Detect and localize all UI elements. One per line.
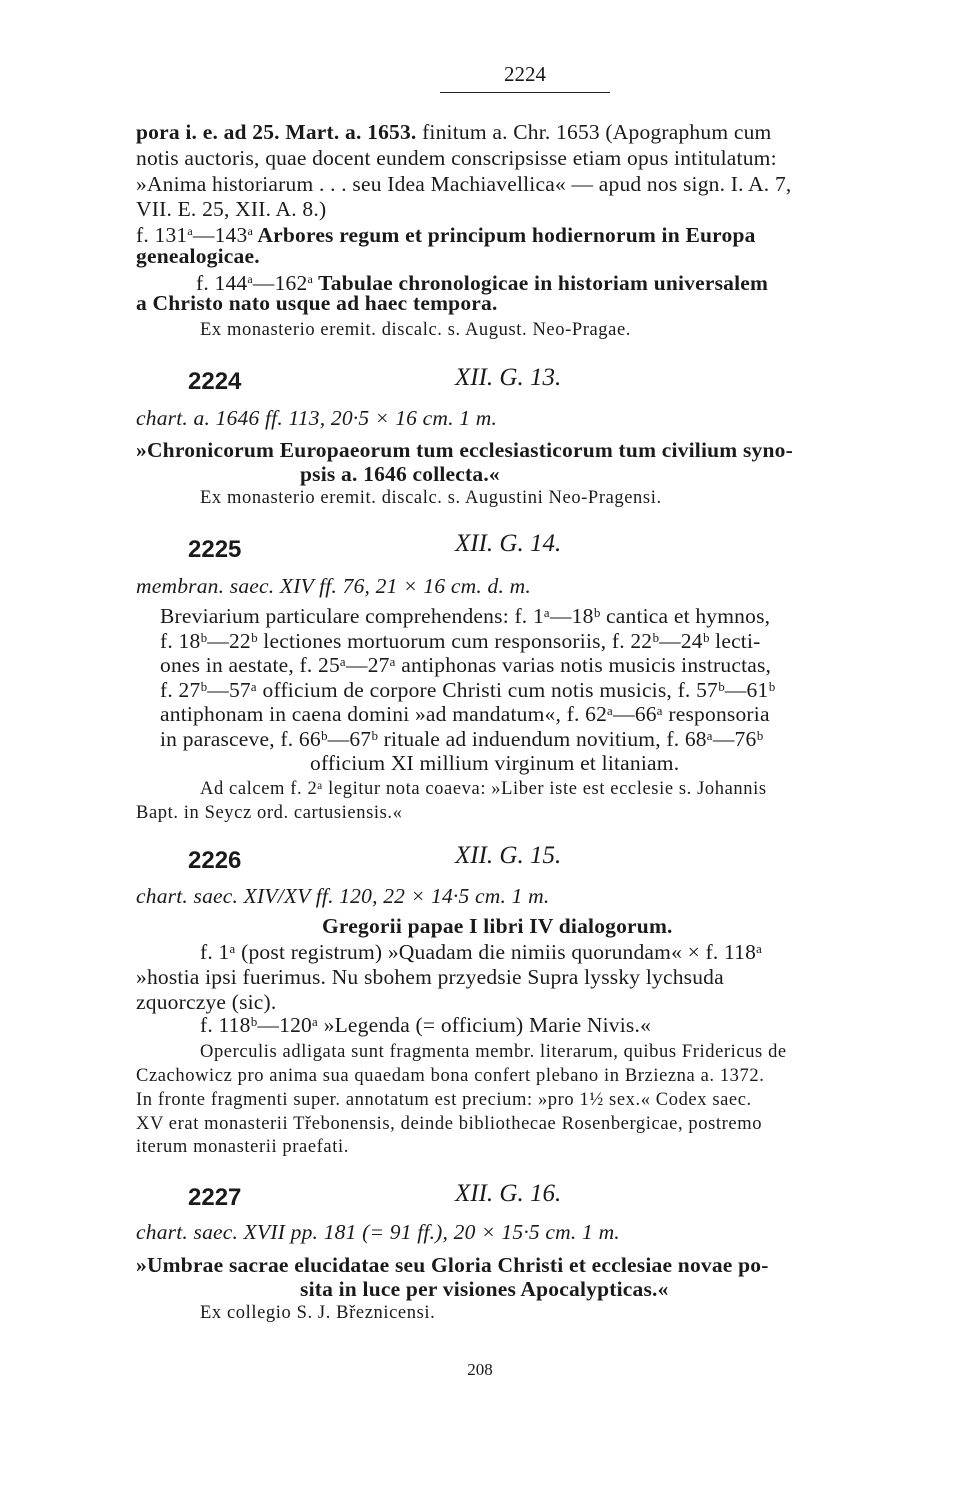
physical-description: chart. a. 1646 ff. 113, 20·5 × 16 cm. 1 m. — [136, 406, 498, 430]
note-line: iterum monasterii praefati. — [136, 1137, 349, 1157]
work-title: »Chronicorum Europaeorum tum ecclesiasticorum tum civilium syno- — [136, 438, 793, 462]
continuation-line-2: notis auctoris, quae docent eundem conscripsisse etiam opus intitulatum: — [136, 146, 777, 170]
content-line: zquorczye (sic). — [136, 990, 277, 1014]
entry-number: 2225 — [188, 536, 242, 563]
shelfmark: XII. G. 16. — [455, 1180, 562, 1207]
continuation-line-6: genealogicae. — [136, 244, 260, 268]
running-head: 2224 — [504, 62, 546, 86]
work-title: Arbores regum et principum hodiernorum in Europa — [253, 223, 756, 247]
work-title: psis a. 1646 collecta.« — [300, 462, 500, 486]
folio-sup: a — [247, 224, 253, 238]
head-rule — [440, 92, 610, 93]
content-line: f. 18ᵇ—22ᵇ lectiones mortuorum cum responsoriis, f. 22ᵇ—24ᵇ lecti- — [160, 629, 761, 653]
work-title: Gregorii papae I libri IV dialogorum. — [322, 914, 673, 938]
content-line: f. 118ᵇ—120ᵃ »Legenda (= officium) Marie Nivis.« — [200, 1013, 652, 1037]
shelfmark: XII. G. 14. — [455, 530, 562, 557]
physical-description: chart. saec. XIV/XV ff. 120, 22 × 14·5 cm. 1 m. — [136, 884, 550, 908]
content-line: officium XI millium virginum et litaniam. — [310, 751, 680, 775]
work-title: sita in luce per visiones Apocalypticas.« — [300, 1277, 669, 1301]
content-line: ones in aestate, f. 25ᵃ—27ᵃ antiphonas varias notis musicis instructas, — [160, 653, 772, 677]
note-line: Ad calcem f. 2ᵃ legitur nota coaeva: »Liber iste est ecclesie s. Johannis — [200, 779, 767, 799]
content-line: antiphonam in caena domini »ad mandatum«, f. 62ᵃ—66ᵃ responsoria — [160, 702, 770, 726]
work-title: »Umbrae sacrae elucidatae seu Gloria Christi et ecclesiae novae po- — [136, 1253, 769, 1277]
page-number: 208 — [467, 1360, 493, 1379]
continuation-line-8: a Christo nato usque ad haec tempora. — [136, 291, 498, 315]
entry-number: 2224 — [188, 368, 242, 395]
content-line: f. 1ᵃ (post registrum) »Quadam die nimiis quorundam« × f. 118ᵃ — [200, 940, 763, 964]
note-line: In fronte fragmenti super. annotatum est precium: »pro 1½ sex.« Codex saec. — [136, 1090, 752, 1110]
content-line: »hostia ipsi fuerimus. Nu sbohem przyedsie Supra lyssky lychsuda — [136, 965, 724, 989]
continuation-line-1 — [136, 120, 771, 144]
physical-description: membran. saec. XIV ff. 76, 21 × 16 cm. d. m. — [136, 574, 531, 598]
provenance: Ex monasterio eremit. discalc. s. Augustini Neo-Pragensi. — [200, 488, 662, 508]
continuation-line-4: VII. E. 25, XII. A. 8.) — [136, 197, 327, 221]
provenance: Ex collegio S. J. Březnicensi. — [200, 1303, 436, 1323]
note-line: Czachowicz pro anima sua quaedam bona confert plebano in Brziezna a. 1372. — [136, 1066, 765, 1086]
provenance: Ex monasterio eremit. discalc. s. August. Neo-Pragae. — [200, 320, 631, 340]
note-line: XV erat monasterii Třebonensis, deinde bibliothecae Rosenbergicae, postremo — [136, 1114, 763, 1134]
note-line: Bapt. in Seycz ord. cartusiensis.« — [136, 803, 403, 823]
folio-ref: —143 — [192, 223, 248, 247]
content-line: in parasceve, f. 66ᵇ—67ᵇ rituale ad induendum novitium, f. 68ᵃ—76ᵇ — [160, 727, 764, 751]
shelfmark: XII. G. 13. — [455, 364, 562, 391]
entry-number: 2226 — [188, 847, 242, 874]
folio-ref: f. 131 — [136, 223, 188, 247]
entry-number: 2227 — [188, 1184, 242, 1211]
note-line: Operculis adligata sunt fragmenta membr. literarum, quibus Fridericus de — [200, 1042, 787, 1062]
folio-sup: a — [247, 272, 253, 286]
folio-sup: a — [307, 272, 313, 286]
folio-sup: a — [187, 224, 193, 238]
physical-description: chart. saec. XVII pp. 181 (= 91 ff.), 20 × 15·5 cm. 1 m. — [136, 1220, 620, 1244]
continuation-line-3: »Anima historiarum . . . seu Idea Machiavellica« — apud nos sign. I. A. 7, — [136, 172, 792, 196]
continuation-bold-text: pora i. e. ad 25. Mart. a. 1653. — [136, 120, 417, 144]
folio-ref: f. 144 — [196, 271, 248, 295]
continuation-text: finitum a. Chr. 1653 (Apographum cum — [416, 120, 772, 144]
work-title: Tabulae chronologicae in historiam universalem — [313, 271, 769, 295]
folio-ref: —162 — [252, 271, 308, 295]
shelfmark: XII. G. 15. — [455, 842, 562, 869]
content-line: f. 27ᵇ—57ᵃ officium de corpore Christi cum notis musicis, f. 57ᵇ—61ᵇ — [160, 678, 776, 702]
continuation-line-5 — [136, 219, 756, 247]
content-line: Breviarium particulare comprehendens: f. 1ᵃ—18ᵇ cantica et hymnos, — [160, 604, 771, 628]
